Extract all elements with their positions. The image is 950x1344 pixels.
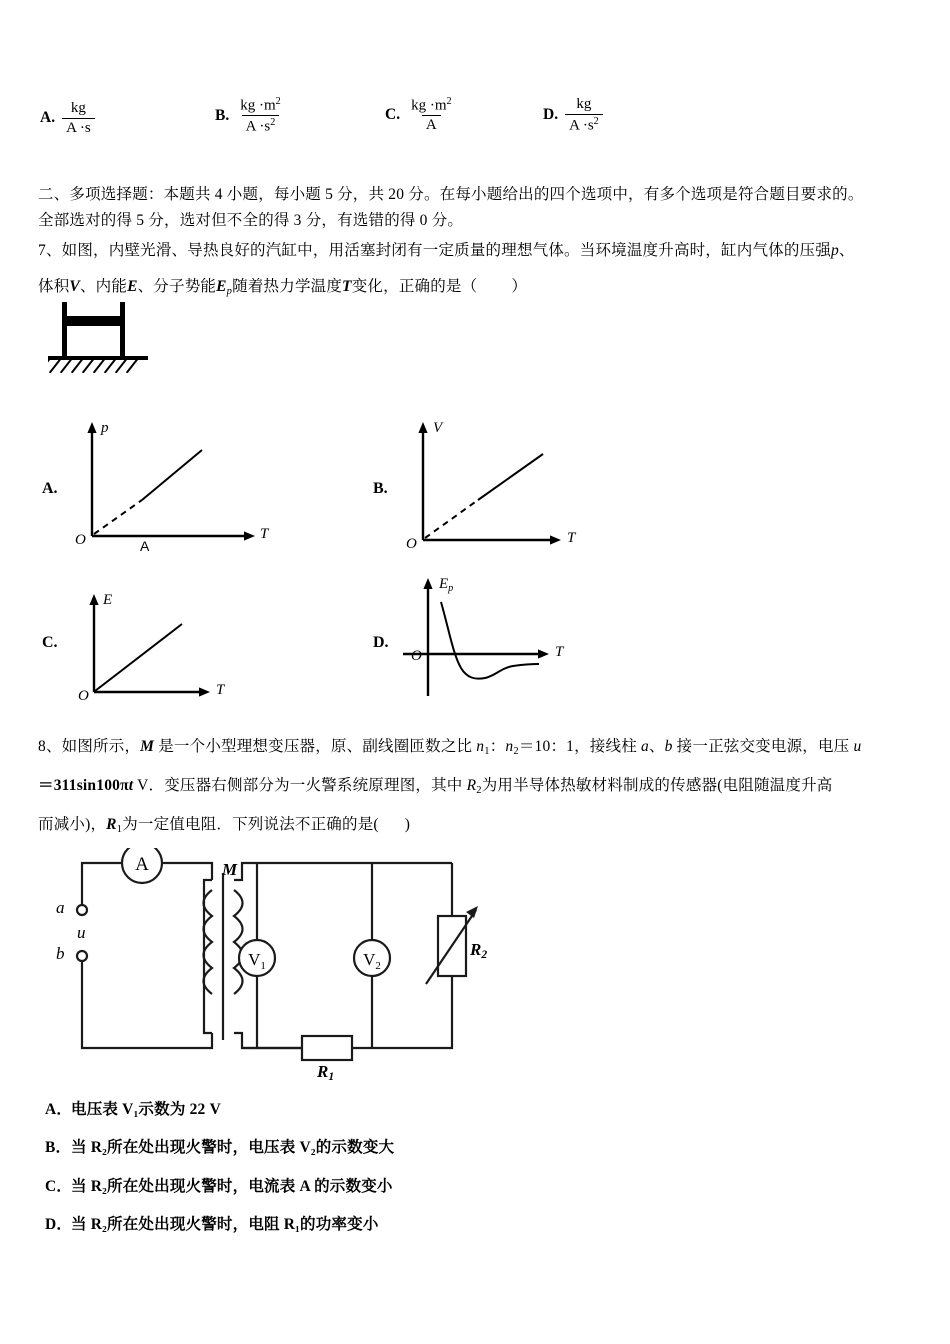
option-key: B. [373, 480, 388, 497]
resistor-r1-box [302, 1036, 352, 1060]
fraction-numerator: kg $\cdot m^2$ [240, 96, 281, 114]
origin-label: O [406, 536, 417, 552]
origin-label: O [75, 532, 86, 548]
variable-arrow-head [466, 906, 478, 918]
section-heading-line-2: 全部选对的得 5 分，选对但不全的得 3 分，有选错的得 0 分。 [38, 212, 464, 230]
option-key: C. [42, 634, 58, 651]
q8-option-b[interactable] [45, 1136, 645, 1159]
resistor-r2-label: $R_2$ [470, 940, 488, 962]
resistor-r1-label: $R_1$ [317, 1062, 335, 1084]
fraction-numerator: kg $\cdot m^2$ [411, 96, 452, 114]
question-8-line-1: 8、如图所示，M 是一个小型理想变压器，原、副线圈匝数之比 $n_1$：$n_2=10$：1，接线柱 a、b 接一正弦交变电源，电压 u [38, 738, 862, 757]
option-key: D. [543, 105, 559, 123]
y-axis-label: V [433, 420, 443, 436]
terminal-a-dot [77, 905, 87, 915]
terminal-b-dot [77, 951, 87, 961]
q7-option-a[interactable] [42, 408, 332, 558]
cylinder-left-wall [62, 302, 67, 358]
question-8-line-2: ＝311sin100πt V．变压器右侧部分为一火警系统原理图，其中 $R_2$为用半导体热敏材料制成的传感器(电阻随温度升高 [38, 776, 833, 796]
option-text: 当 R₂所在处出现火警时，电压表 V₂的示数变大 [71, 1139, 395, 1157]
svg-text:V1: $V_1$ [248, 950, 266, 972]
q7-option-c[interactable] [42, 572, 332, 714]
source-voltage-label: u [77, 923, 86, 942]
fraction-denominator: A [422, 115, 441, 134]
section-heading-line-1: 二、多项选择题：本题共 4 小题，每小题 5 分，共 20 分。在每小题给出的四个选项中，有多个选项是符合题目要求的。 [38, 186, 864, 203]
x-axis-label: T [555, 644, 564, 660]
q8-option-a[interactable] [45, 1098, 645, 1121]
section-heading [38, 183, 918, 233]
cylinder-figure [48, 298, 188, 380]
y-axis-label: E [103, 592, 113, 608]
option-key: C． [45, 1177, 73, 1195]
fraction-denominator: $A \cdot s^2$ [565, 114, 603, 134]
question-7-line-1: 7、如图，内壁光滑、导热良好的汽缸中，用活塞封闭有一定质量的理想气体。当环境温度升高时，缸内气体的压强p、 [38, 242, 855, 259]
unit-option-b[interactable] [215, 96, 285, 135]
cylinder-right-wall [120, 302, 125, 358]
question-7-line-2: 体积V、内能E、分子势能$E_p$随着热力学温度T变化，正确的是（ ） [38, 278, 528, 298]
piston [65, 316, 121, 326]
svg-text:V2: $V_2$ [363, 950, 381, 972]
fraction-numerator: kg [576, 96, 592, 112]
option-key: A． [45, 1101, 73, 1118]
option-text: 当 R₂所在处出现火警时，电流表 A 的示数变小 [71, 1177, 393, 1195]
fraction-denominator: $A \cdot s^2$ [242, 115, 280, 135]
unit-option-c[interactable] [385, 96, 456, 134]
option-key: A. [40, 109, 56, 127]
option-key: B. [215, 106, 230, 124]
fraction-kgm2-over-a [407, 96, 456, 134]
transformer-label: M [222, 860, 238, 879]
question-7-stem [38, 239, 923, 300]
fraction-numerator: kg [70, 100, 86, 116]
option-text: 当 R₂所在处出现火警时，电阻 R₁的功率变小 [71, 1215, 379, 1233]
fraction-kg-over-as2 [565, 96, 603, 134]
q8-option-d[interactable] [45, 1213, 645, 1236]
y-axis-label: p [101, 420, 109, 436]
unit-option-a[interactable] [40, 100, 95, 137]
svg-text:A: A [135, 854, 149, 875]
graph-a-extra-label: A [140, 538, 150, 554]
q7-option-d[interactable] [373, 568, 663, 714]
unit-option-d[interactable] [543, 96, 603, 134]
fraction-kgm2-over-as2 [236, 96, 285, 135]
origin-label: O [78, 688, 89, 704]
option-text: 电压表 V₁示数为 22 V [71, 1101, 221, 1118]
option-key: D. [373, 634, 389, 651]
fraction-denominator: A ·s [62, 118, 95, 137]
option-key: D． [45, 1215, 73, 1233]
q8-option-c[interactable] [45, 1175, 645, 1198]
y-axis-label: $E_p$ [439, 576, 454, 594]
option-key: B． [45, 1139, 72, 1157]
option-key: C. [385, 105, 401, 123]
terminal-b-label: b [56, 944, 65, 963]
x-axis-label: T [567, 530, 576, 546]
terminal-a-label: a [56, 898, 65, 917]
q7-option-b[interactable] [373, 408, 663, 558]
origin-label: O [411, 648, 422, 664]
transformer-circuit-figure [52, 848, 522, 1083]
question-8-line-3: 而减小)，$R_1$为一定值电阻．下列说法不正确的是( ) [38, 815, 411, 835]
x-axis-label: T [216, 682, 225, 698]
question-8-options [45, 1098, 645, 1251]
x-axis-label: T [260, 526, 269, 542]
option-key: A. [42, 480, 58, 497]
unit-options-row [40, 92, 680, 154]
ground-hatching [48, 360, 148, 373]
fraction-kg-over-a-s [62, 100, 95, 137]
question-8-stem [38, 735, 928, 837]
circuit-schematic [52, 848, 522, 1083]
graph-ep-vs-t [373, 568, 663, 714]
